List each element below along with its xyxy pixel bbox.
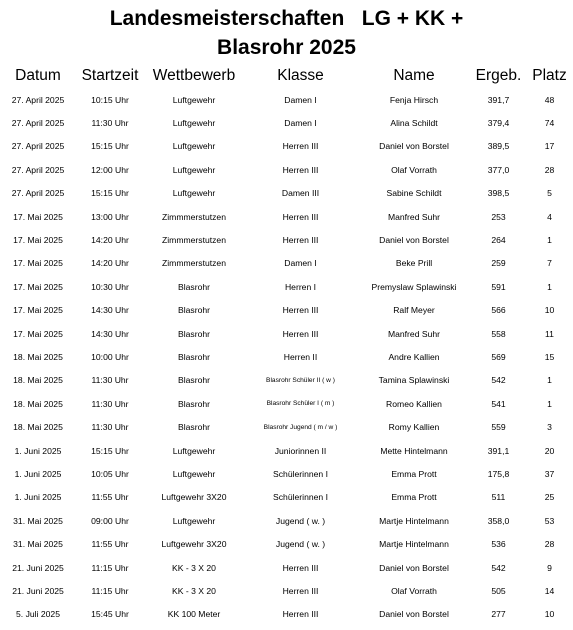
table-row: [0, 345, 573, 368]
cell-competition: Zimmmerstutzen: [162, 235, 226, 246]
cell-competition: Luftgewehr: [172, 94, 216, 105]
cell-date: 27. April 2025: [11, 188, 65, 199]
cell-class: Blasrohr Schüler I ( m ): [266, 400, 335, 408]
cell-name: Romeo Kallien: [386, 398, 442, 409]
cell-competition: Luftgewehr: [172, 468, 216, 479]
cell-class: Jugend ( w. ): [275, 515, 326, 526]
column-header-platz: Platz: [532, 67, 567, 84]
table-row: [0, 275, 573, 298]
column-header-klasse: Klasse: [277, 67, 324, 84]
cell-result: 542: [491, 562, 506, 573]
cell-date: 31. Mai 2025: [13, 515, 63, 526]
cell-rank: 7: [547, 258, 552, 269]
cell-date: 21. Juni 2025: [12, 562, 64, 573]
cell-class: Herren III: [282, 141, 319, 152]
cell-date: 18. Mai 2025: [13, 422, 63, 433]
cell-rank: 1: [547, 235, 552, 246]
cell-start-time: 13:00 Uhr: [91, 211, 129, 222]
cell-start-time: 14:30 Uhr: [91, 328, 129, 339]
cell-name: Premyslaw Splawinski: [371, 281, 457, 292]
cell-name: Daniel von Borstel: [379, 562, 449, 573]
cell-date: 17. Mai 2025: [13, 211, 63, 222]
cell-rank: 15: [544, 351, 555, 362]
table-row: [0, 182, 573, 205]
cell-name: Tamina Splawinski: [378, 375, 450, 386]
cell-start-time: 11:30 Uhr: [91, 422, 129, 433]
page-title-line-1: Landesmeisterschaften LG + KK +: [109, 7, 464, 30]
cell-class: Herren III: [282, 305, 319, 316]
cell-start-time: 11:30 Uhr: [91, 118, 129, 129]
cell-class: Herren III: [282, 235, 319, 246]
cell-class: Herren III: [282, 585, 319, 596]
cell-rank: 74: [544, 118, 555, 129]
cell-date: 5. Juli 2025: [16, 609, 60, 620]
cell-date: 18. Mai 2025: [13, 351, 63, 362]
cell-rank: 14: [544, 585, 555, 596]
cell-class: Damen I: [284, 258, 317, 269]
cell-start-time: 11:55 Uhr: [91, 539, 129, 550]
cell-competition: Zimmmerstutzen: [162, 211, 226, 222]
cell-name: Manfred Suhr: [387, 328, 441, 339]
column-header-datum: Datum: [15, 67, 61, 84]
cell-name: Fenja Hirsch: [389, 94, 439, 105]
cell-rank: 11: [545, 328, 554, 339]
cell-result: 379,4: [487, 118, 510, 129]
cell-rank: 37: [544, 468, 555, 479]
cell-name: Beke Prill: [395, 258, 433, 269]
cell-class: Herren III: [282, 562, 319, 573]
cell-name: Andre Kallien: [388, 351, 440, 362]
cell-class: Herren III: [282, 609, 319, 620]
cell-name: Ralf Meyer: [393, 305, 435, 316]
cell-name: Sabine Schildt: [386, 188, 442, 199]
cell-result: 511: [491, 492, 506, 503]
cell-name: Olaf Vorrath: [391, 164, 437, 175]
cell-competition: Blasrohr: [178, 398, 210, 409]
cell-result: 175,8: [487, 468, 510, 479]
cell-competition: Blasrohr: [178, 305, 210, 316]
cell-date: 1. Juni 2025: [14, 492, 62, 503]
cell-rank: 20: [544, 445, 555, 456]
cell-start-time: 15:15 Uhr: [91, 188, 129, 199]
cell-competition: Zimmmerstutzen: [162, 258, 226, 269]
table-row: [0, 556, 573, 579]
cell-result: 264: [491, 235, 506, 246]
table-row: [0, 205, 573, 228]
cell-date: 27. April 2025: [11, 118, 65, 129]
cell-rank: 17: [544, 141, 555, 152]
cell-result: 591: [491, 281, 506, 292]
cell-competition: Luftgewehr: [172, 445, 216, 456]
cell-class: Herren II: [283, 351, 318, 362]
table-row: [0, 439, 573, 462]
cell-rank: 10: [544, 609, 555, 620]
cell-rank: 53: [544, 515, 555, 526]
cell-start-time: 11:30 Uhr: [91, 398, 129, 409]
cell-class: Blasrohr Schüler II ( w ): [266, 376, 335, 384]
cell-name: Mette Hintelmann: [380, 445, 448, 456]
table-row: [0, 88, 573, 111]
cell-date: 17. Mai 2025: [13, 328, 63, 339]
cell-class: Damen I: [284, 94, 317, 105]
table-row: [0, 111, 573, 134]
cell-name: Daniel von Borstel: [379, 141, 449, 152]
cell-result: 569: [491, 351, 506, 362]
cell-date: 18. Mai 2025: [13, 398, 63, 409]
cell-start-time: 09:00 Uhr: [91, 515, 129, 526]
cell-name: Martje Hintelmann: [379, 515, 449, 526]
cell-start-time: 14:20 Uhr: [91, 235, 129, 246]
cell-competition: Luftgewehr: [172, 515, 216, 526]
column-header-ergebnis: Ergeb.: [475, 67, 522, 84]
cell-start-time: 10:00 Uhr: [91, 351, 129, 362]
cell-date: 21. Juni 2025: [12, 585, 64, 596]
table-row: [0, 369, 573, 392]
table-header-row: [0, 64, 573, 88]
cell-name: Manfred Suhr: [387, 211, 441, 222]
table-row: [0, 135, 573, 158]
cell-class: Jugend ( w. ): [275, 539, 326, 550]
table-row: [0, 158, 573, 181]
cell-name: Martje Hintelmann: [379, 539, 449, 550]
cell-result: 391,7: [487, 94, 510, 105]
cell-result: 542: [491, 375, 506, 386]
cell-competition: Blasrohr: [178, 281, 210, 292]
cell-rank: 1: [547, 281, 552, 292]
cell-result: 505: [491, 585, 506, 596]
cell-class: Herren I: [284, 281, 317, 292]
cell-start-time: 11:30 Uhr: [91, 375, 129, 386]
cell-start-time: 14:20 Uhr: [91, 258, 129, 269]
cell-class: Herren III: [282, 211, 319, 222]
cell-date: 27. April 2025: [11, 94, 65, 105]
cell-rank: 28: [544, 539, 555, 550]
cell-date: 17. Mai 2025: [13, 235, 63, 246]
cell-class: Damen I: [284, 118, 317, 129]
cell-name: Alina Schildt: [390, 118, 438, 129]
cell-class: Herren III: [282, 164, 319, 175]
cell-start-time: 15:45 Uhr: [91, 609, 129, 620]
cell-class: Juniorinnen II: [274, 445, 327, 456]
cell-competition: Blasrohr: [178, 328, 210, 339]
cell-result: 391,1: [487, 445, 510, 456]
cell-rank: 9: [547, 562, 552, 573]
cell-competition: Luftgewehr: [172, 164, 216, 175]
cell-date: 27. April 2025: [11, 141, 65, 152]
cell-rank: 5: [547, 188, 552, 199]
cell-result: 559: [491, 422, 506, 433]
page-title-line-2: Blasrohr 2025: [217, 36, 356, 59]
table-row: [0, 228, 573, 251]
column-header-wettbewerb: Wettbewerb: [152, 67, 236, 84]
cell-result: 536: [491, 539, 506, 550]
cell-competition: Luftgewehr 3X20: [161, 539, 227, 550]
cell-competition: KK - 3 X 20: [172, 585, 216, 596]
cell-start-time: 11:15 Uhr: [91, 562, 129, 573]
cell-result: 541: [491, 398, 506, 409]
table-row: [0, 509, 573, 532]
cell-class: Damen III: [281, 188, 320, 199]
cell-rank: 48: [544, 94, 555, 105]
cell-competition: KK 100 Meter: [167, 609, 221, 620]
cell-date: 1. Juni 2025: [14, 445, 62, 456]
cell-date: 17. Mai 2025: [13, 258, 63, 269]
cell-date: 17. Mai 2025: [13, 281, 63, 292]
cell-name: Emma Prott: [391, 468, 437, 479]
cell-rank: 3: [547, 422, 552, 433]
cell-result: 389,5: [487, 141, 510, 152]
cell-name: Daniel von Borstel: [379, 235, 449, 246]
results-table: [0, 64, 573, 626]
cell-start-time: 14:30 Uhr: [91, 305, 129, 316]
cell-start-time: 10:15 Uhr: [91, 94, 129, 105]
cell-result: 253: [491, 211, 506, 222]
cell-result: 377,0: [487, 164, 510, 175]
cell-class: Herren III: [282, 328, 319, 339]
cell-rank: 25: [544, 492, 555, 503]
column-header-name: Name: [393, 67, 435, 84]
cell-class: Schülerinnen I: [273, 492, 328, 503]
cell-competition: KK - 3 X 20: [172, 562, 216, 573]
cell-result: 259: [491, 258, 506, 269]
cell-name: Emma Prott: [391, 492, 437, 503]
cell-rank: 10: [544, 305, 555, 316]
cell-rank: 1: [547, 375, 552, 386]
cell-date: 18. Mai 2025: [13, 375, 63, 386]
cell-date: 31. Mai 2025: [13, 539, 63, 550]
cell-class: Blasrohr Jugend ( m / w ): [263, 423, 338, 431]
cell-date: 27. April 2025: [11, 164, 65, 175]
cell-date: 17. Mai 2025: [13, 305, 63, 316]
cell-start-time: 15:15 Uhr: [91, 445, 129, 456]
cell-rank: 1: [547, 398, 552, 409]
column-header-startzeit: Startzeit: [81, 67, 139, 84]
table-row: [0, 299, 573, 322]
cell-start-time: 12:00 Uhr: [91, 164, 129, 175]
table-row: [0, 579, 573, 602]
cell-name: Romy Kallien: [388, 422, 440, 433]
cell-rank: 28: [544, 164, 555, 175]
table-row: [0, 532, 573, 555]
cell-competition: Luftgewehr: [172, 188, 216, 199]
cell-competition: Blasrohr: [178, 375, 210, 386]
cell-class: Schülerinnen I: [273, 468, 328, 479]
table-row: [0, 415, 573, 438]
table-row: [0, 603, 573, 626]
cell-competition: Luftgewehr: [172, 141, 216, 152]
cell-start-time: 11:15 Uhr: [91, 585, 129, 596]
cell-competition: Blasrohr: [178, 351, 210, 362]
cell-competition: Blasrohr: [178, 422, 210, 433]
cell-date: 1. Juni 2025: [14, 468, 62, 479]
cell-start-time: 10:05 Uhr: [91, 468, 129, 479]
cell-name: Olaf Vorrath: [391, 585, 437, 596]
table-row: [0, 462, 573, 485]
cell-name: Daniel von Borstel: [379, 609, 449, 620]
cell-start-time: 15:15 Uhr: [91, 141, 129, 152]
cell-competition: Luftgewehr 3X20: [161, 492, 227, 503]
cell-result: 558: [491, 328, 506, 339]
cell-start-time: 10:30 Uhr: [91, 281, 129, 292]
cell-result: 277: [491, 609, 506, 620]
cell-result: 566: [491, 305, 506, 316]
table-row: [0, 322, 573, 345]
cell-result: 358,0: [487, 515, 510, 526]
table-row: [0, 392, 573, 415]
table-row: [0, 252, 573, 275]
cell-competition: Luftgewehr: [172, 118, 216, 129]
cell-start-time: 11:55 Uhr: [91, 492, 129, 503]
cell-result: 398,5: [487, 188, 510, 199]
cell-rank: 4: [547, 211, 552, 222]
table-row: [0, 486, 573, 509]
